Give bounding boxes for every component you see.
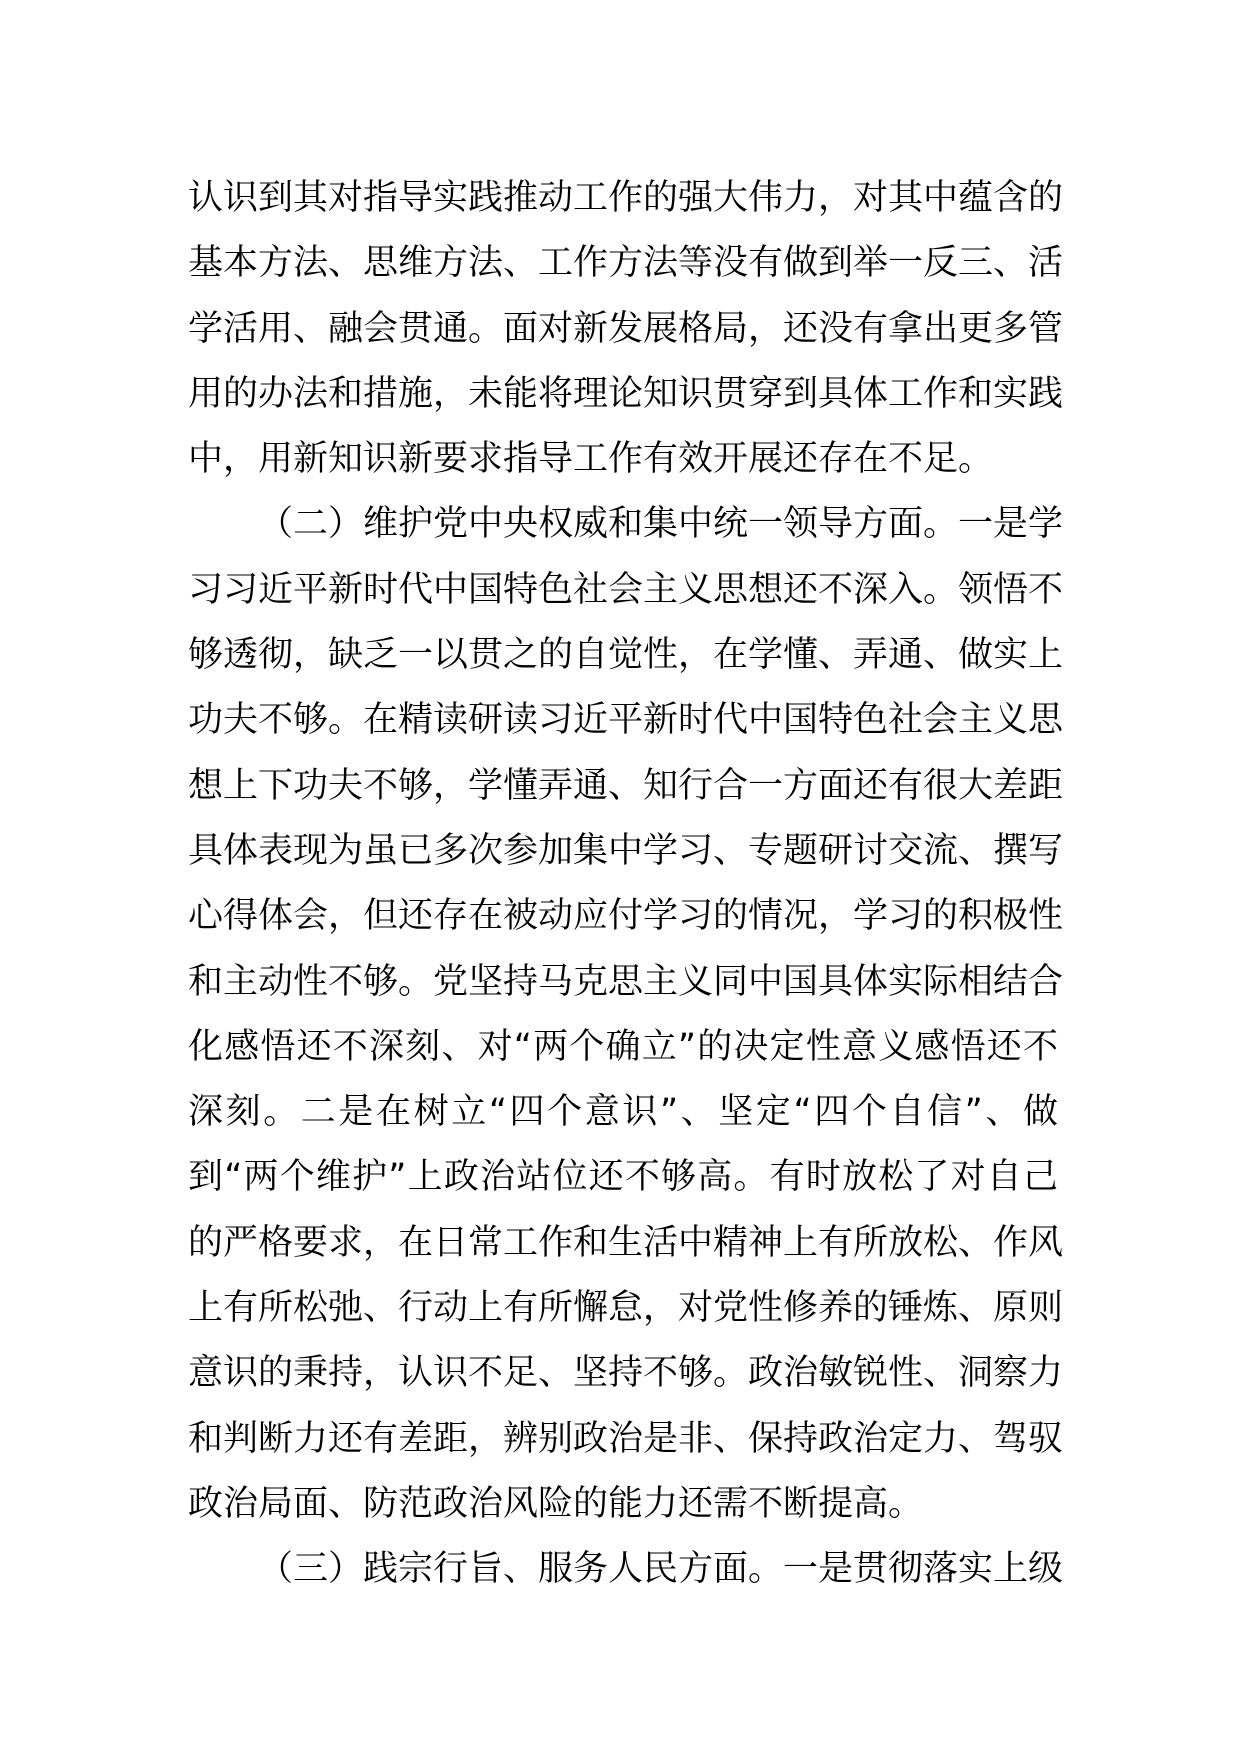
document-body — [188, 166, 1064, 1603]
text-line: 和主动性不够。党坚持马克思主义同中国具体实际相结合 — [188, 961, 1064, 1002]
text-line: 想上下功夫不够，学懂弄通、知行合一方面还有很大差距 — [188, 765, 1064, 806]
text-line: 和判断力还有差距，辨别政治是非、保持政治定力、驾驭 — [188, 1418, 1064, 1459]
text-line: 政治局面、防范政治风险的能力还需不断提高。 — [188, 1483, 924, 1524]
text-line: 到“两个维护”上政治站位还不够高。有时放松了对自己 — [188, 1157, 1058, 1198]
text-line: 化感悟还不深刻、对“两个确立”的决定性意义感悟还不 — [188, 1026, 1058, 1067]
text-line: 心得体会，但还存在被动应付学习的情况，学习的积极性 — [188, 896, 1064, 937]
section-heading-line: （三）践宗行旨、服务人民方面。一是贯彻落实上级 — [258, 1549, 1064, 1590]
text-line: 上有所松弛、行动上有所懈怠，对党性修养的锤炼、原则 — [188, 1288, 1064, 1329]
text-line: 意识的秉持，认识不足、坚持不够。政治敏锐性、洞察力 — [188, 1353, 1064, 1394]
text-line: 深刻。二是在树立“四个意识”、坚定“四个自信”、做 — [188, 1092, 1058, 1133]
text-line: 的严格要求，在日常工作和生活中精神上有所放松、作风 — [188, 1222, 1064, 1263]
text-line: 基本方法、思维方法、工作方法等没有做到举一反三、活 — [188, 243, 1064, 284]
text-line: 用的办法和措施，未能将理论知识贯穿到具体工作和实践 — [188, 373, 1064, 414]
text-line: 中，用新知识新要求指导工作有效开展还存在不足。 — [188, 439, 994, 480]
text-line: 具体表现为虽已多次参加集中学习、专题研讨交流、撰写 — [188, 830, 1064, 871]
text-line: 认识到其对指导实践推动工作的强大伟力，对其中蕴含的 — [188, 178, 1064, 218]
text-line: 习习近平新时代中国特色社会主义思想还不深入。领悟不 — [188, 569, 1064, 610]
text-line: 学活用、融会贯通。面对新发展格局，还没有拿出更多管 — [188, 308, 1064, 349]
text-line: 功夫不够。在精读研读习近平新时代中国特色社会主义思 — [188, 700, 1064, 741]
text-line: 够透彻，缺乏一以贯之的自觉性，在学懂、弄通、做实上 — [188, 635, 1064, 676]
section-heading-line: （二）维护党中央权威和集中统一领导方面。一是学 — [258, 504, 1064, 545]
